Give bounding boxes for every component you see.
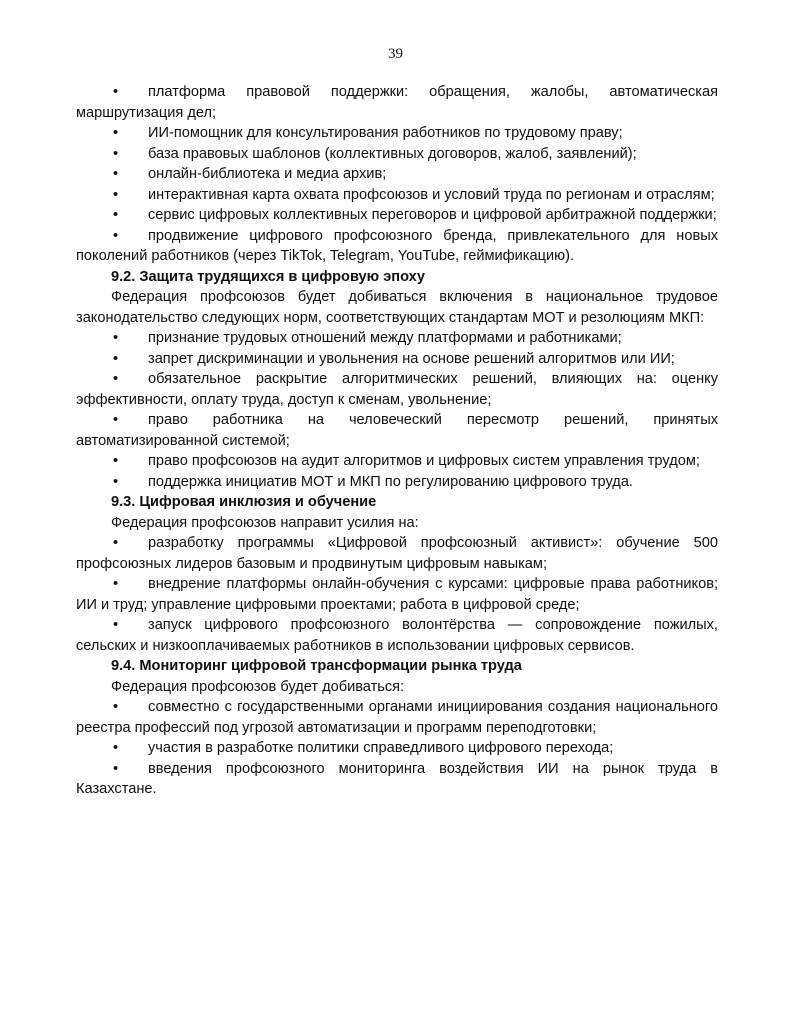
bullet-icon: • <box>113 227 119 244</box>
bullet-list-item <box>76 738 718 759</box>
bullet-list-item <box>76 697 718 738</box>
bullet-icon: • <box>113 453 119 469</box>
bullet-list-item <box>76 759 718 800</box>
bullet-icon: • <box>113 84 119 100</box>
bullet-icon: • <box>113 350 119 367</box>
bullet-text: продвижение цифрового профсоюзного бренда, привлекательного для новых поколений работников (через TikTok, Telegram, YouTube, геймификацию). <box>76 227 718 264</box>
bullet-list-item <box>76 144 718 165</box>
bullet-icon: • <box>113 371 119 387</box>
bullet-list-item <box>76 472 718 493</box>
bullet-list-item <box>76 123 718 144</box>
bullet-text: внедрение платформы онлайн-обучения с курсами: цифровые права работников; ИИ и труд; управление цифровыми проектами; работа в цифровой среде; <box>76 576 718 613</box>
bullet-text: разработку программы «Цифровой профсоюзный активист»: обучение 500 профсоюзных лидеров базовым и продвинутым цифровым навыкам; <box>76 535 718 572</box>
bullet-text: совместно с государственными органами инициирования создания национального реестра профессий под угрозой автоматизации и программ переподготовки; <box>76 699 718 736</box>
paragraph: Федерация профсоюзов будет добиваться включения в национальное трудовое законодательство следующих норм, соответствующих стандартам МОТ и резолюциям МКП: <box>76 289 718 326</box>
bullet-list-item <box>76 410 718 451</box>
bullet-text: база правовых шаблонов (коллективных договоров, жалоб, заявлений); <box>148 145 637 162</box>
bullet-icon: • <box>113 576 119 592</box>
bullet-text: онлайн-библиотека и медиа архив; <box>148 166 387 182</box>
bullet-icon: • <box>113 699 119 715</box>
section-heading: 9.4. Мониторинг цифровой трансформации рынка труда <box>111 658 522 674</box>
bullet-list-item <box>76 328 718 349</box>
paragraph: Федерация профсоюзов направит усилия на: <box>111 514 419 531</box>
bullet-icon: • <box>113 166 119 182</box>
bullet-list-item <box>76 369 718 410</box>
bullet-icon: • <box>113 473 119 490</box>
bullet-icon: • <box>113 125 119 141</box>
bullet-list-item <box>76 349 718 370</box>
paragraph: Федерация профсоюзов будет добиваться: <box>111 678 405 695</box>
bullet-icon: • <box>113 535 119 551</box>
bullet-text: сервис цифровых коллективных переговоров и цифровой арбитражной поддержки; <box>148 207 717 223</box>
bullet-text: ИИ-помощник для консультирования работников по трудовому праву; <box>148 125 623 141</box>
bullet-text: право работника на человеческий пересмотр решений, принятых автоматизированной системой; <box>76 412 718 449</box>
bullet-text: платформа правовой поддержки: обращения, жалобы, автоматическая маршрутизация дел; <box>76 84 718 121</box>
bullet-text: обязательное раскрытие алгоритмических решений, влияющих на: оценку эффективности, оплату труда, доступ к сменам, увольнение; <box>76 371 718 408</box>
bullet-text: право профсоюзов на аудит алгоритмов и цифровых систем управления трудом; <box>148 453 700 469</box>
bullet-list-item <box>76 451 718 472</box>
bullet-list-item <box>76 185 718 206</box>
bullet-list-item <box>76 82 718 123</box>
section-heading: 9.3. Цифровая инклюзия и обучение <box>111 494 377 510</box>
bullet-list-item <box>76 226 718 267</box>
bullet-icon: • <box>113 760 119 777</box>
bullet-text: интерактивная карта охвата профсоюзов и условий труда по регионам и отраслям; <box>148 186 715 203</box>
bullet-text: запуск цифрового профсоюзного волонтёрства — сопровождение пожилых, сельских и низкооплачиваемых работников в использовании цифровых сервисов. <box>76 617 718 654</box>
bullet-text: поддержка инициатив МОТ и МКП по регулированию цифрового труда. <box>148 473 633 490</box>
bullet-list-item <box>76 164 718 185</box>
bullet-list-item <box>76 574 718 615</box>
bullet-list-item <box>76 533 718 574</box>
bullet-text: признание трудовых отношений между платформами и работниками; <box>148 330 622 346</box>
bullet-text: введения профсоюзного мониторинга воздействия ИИ на рынок труда в Казахстане. <box>76 760 718 797</box>
bullet-icon: • <box>113 617 119 633</box>
page-number: 39 <box>388 46 403 62</box>
bullet-icon: • <box>113 740 119 756</box>
bullet-text: запрет дискриминации и увольнения на основе решений алгоритмов или ИИ; <box>148 350 675 367</box>
bullet-list-item <box>76 205 718 226</box>
bullet-icon: • <box>113 145 119 162</box>
bullet-icon: • <box>113 330 119 346</box>
document-body <box>76 82 718 800</box>
bullet-text: участия в разработке политики справедливого цифрового перехода; <box>148 740 614 756</box>
bullet-icon: • <box>113 207 119 223</box>
bullet-icon: • <box>113 186 119 203</box>
bullet-list-item <box>76 615 718 656</box>
section-heading: 9.2. Защита трудящихся в цифровую эпоху <box>111 268 426 285</box>
bullet-icon: • <box>113 412 119 428</box>
